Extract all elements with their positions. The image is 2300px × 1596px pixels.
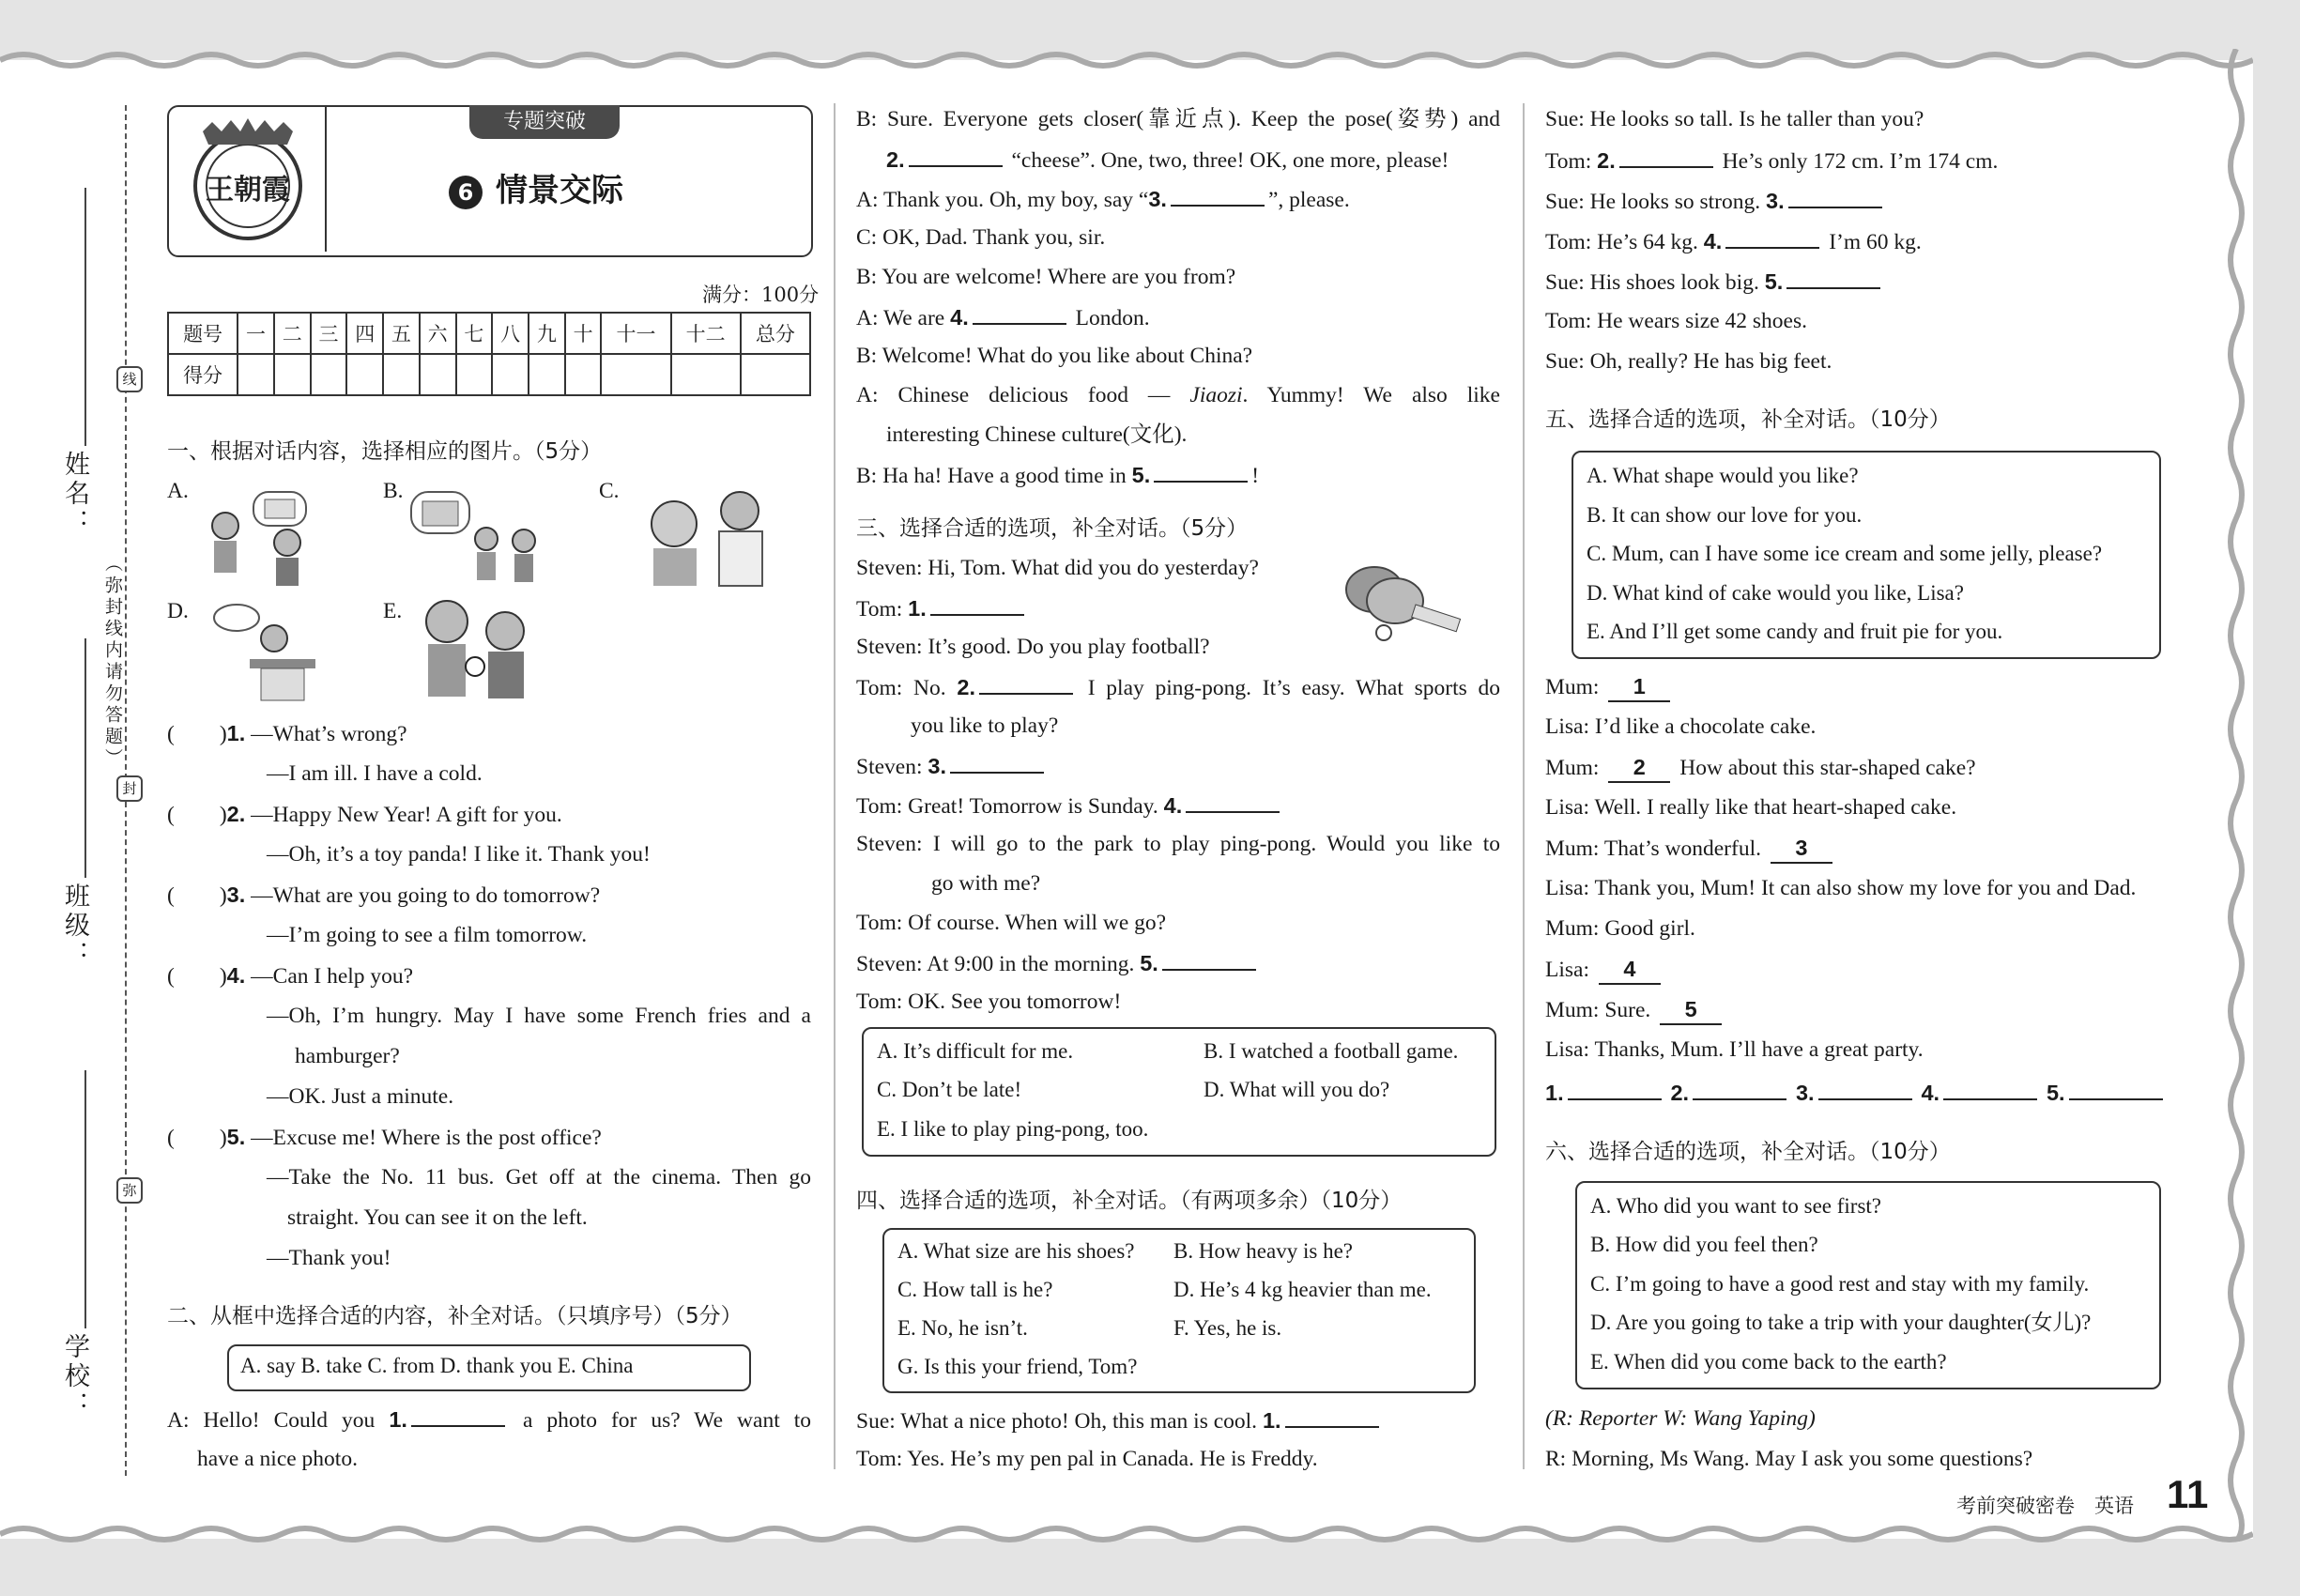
s5-answer-5[interactable]: 5 [1660, 995, 1722, 1025]
section2-options: A. say B. take C. from D. thank you E. China [240, 1354, 634, 1377]
picture-d-restaurant [208, 601, 340, 704]
s5-opt-d: D. What kind of cake would you like, Lisa? [1587, 581, 1964, 605]
s4-opt-f: F. Yes, he is. [1173, 1316, 1282, 1340]
class-line[interactable] [84, 638, 86, 878]
picture-c-doctor [635, 479, 775, 591]
score-table [167, 312, 811, 396]
ping-pong-paddles-image [1337, 563, 1468, 642]
score-header-label: 题号 [168, 313, 238, 354]
s5-final-blank-2[interactable] [1693, 1078, 1786, 1100]
s3-line-11: Steven: At 9:00 in the morning. 5. [856, 948, 1260, 978]
s2-line-9: B: Welcome! What do you like about China? [856, 344, 1253, 368]
school-field: 学校： [60, 1333, 89, 1420]
s2-line-3: B: Sure. Everyone gets closer(靠近点). Keep the pose(姿势) and [856, 107, 1500, 131]
s2-blank-5[interactable] [1154, 460, 1248, 483]
score-col-header: 十二 [671, 313, 741, 354]
s6-opt-d: D. Are you going to take a trip with your daughter(女儿)? [1590, 1311, 2092, 1334]
s5-line-6: Lisa: Thank you, Mum! It can also show my love for you and Dad. [1545, 876, 2137, 900]
score-cell[interactable] [601, 354, 670, 395]
s5-opt-c: C. Mum, can I have some ice cream and some jelly, please? [1587, 542, 2103, 565]
s3-line-2: Tom: 1. [856, 593, 1028, 623]
picture-b-cinema [406, 488, 556, 591]
pic-label-d: D. [167, 599, 189, 623]
q4-answer-line-3: —OK. Just a minute. [267, 1084, 454, 1109]
unit-title: 6 情景交际 [449, 164, 623, 210]
s3-opt-b: B. I watched a football game. [1204, 1039, 1459, 1063]
class-field: 班级： [60, 882, 89, 970]
s6-opt-c: C. I’m going to have a good rest and stay with my family. [1590, 1272, 2090, 1296]
s6-roles: (R: Reporter W: Wang Yaping) [1545, 1406, 1816, 1431]
score-cell[interactable] [492, 354, 529, 395]
q2-row: ( )2. —Happy New Year! A gift for you. [167, 802, 562, 827]
picture-a-shopping [197, 488, 329, 591]
s5-line-10: Lisa: Thanks, Mum. I’ll have a great party. [1545, 1037, 1924, 1062]
score-col-header: 五 [383, 313, 420, 354]
score-row-questions [168, 313, 810, 354]
s3-line-12: Tom: OK. See you tomorrow! [856, 990, 1122, 1014]
header-divider [325, 107, 327, 252]
binding-mark-seal: 封 [116, 775, 143, 802]
q5-answer-line-2: straight. You can see it on the left. [287, 1205, 588, 1230]
s5-final-blank-3[interactable] [1818, 1078, 1912, 1100]
s3-line-9: go with me? [931, 871, 1041, 896]
q5-answer-line: —Take the No. 11 bus. Get off at the cinema. Then go [267, 1165, 811, 1189]
q1-row: ( )1. —What’s wrong? [167, 721, 407, 746]
s2-line-1: A: Hello! Could you 1. a photo for us? We want to [167, 1404, 811, 1435]
s4-line-5: Sue: He looks so strong. 3. [1545, 186, 1886, 216]
s5-final-blank-1[interactable] [1568, 1078, 1662, 1100]
s3-line-10: Tom: Of course. When will we go? [856, 911, 1167, 935]
q4-row: ( )4. —Can I help you? [167, 963, 414, 989]
s4-line-4: Tom: 2. He’s only 172 cm. I’m 174 cm. [1545, 146, 1998, 176]
s4-line-3: Sue: He looks so tall. Is he taller than you? [1545, 107, 1924, 131]
score-col-header: 七 [456, 313, 493, 354]
s2-blank-1[interactable] [411, 1404, 505, 1427]
score-col-header: 九 [529, 313, 565, 354]
wavy-top-border [0, 49, 2253, 71]
score-col-header: 一 [238, 313, 274, 354]
s3-blank-5[interactable] [1162, 948, 1256, 971]
s2-line-5: A: Thank you. Oh, my boy, say “3. ”, please. [856, 184, 1350, 214]
s4-opt-b: B. How heavy is he? [1173, 1239, 1353, 1263]
unit-number-badge: 6 [449, 176, 483, 209]
binding-mark-mi: 弥 [116, 1177, 143, 1204]
s2-line-12: B: Ha ha! Have a good time in 5. ! [856, 460, 1259, 490]
score-col-header: 十 [565, 313, 602, 354]
s5-line-5: Mum: That’s wonderful. 3 [1545, 834, 1836, 864]
score-row-scores [168, 354, 810, 395]
s5-answer-row: 1. 2. 3. 4. 5. [1545, 1078, 2167, 1108]
s5-opt-e: E. And I’ll get some candy and fruit pie for you. [1587, 620, 2003, 643]
s5-answer-3[interactable]: 3 [1771, 834, 1832, 864]
s4-blank-3[interactable] [1788, 186, 1882, 208]
s5-line-7: Mum: Good girl. [1545, 916, 1695, 941]
column-separator-1 [834, 103, 836, 1469]
score-col-header: 八 [492, 313, 529, 354]
score-cell[interactable] [529, 354, 565, 395]
s3-opt-e: E. I like to play ping-pong, too. [877, 1117, 1149, 1141]
topic-tag: 专题突破 [469, 105, 620, 139]
score-col-header: 六 [420, 313, 456, 354]
pic-label-c: C. [599, 479, 620, 503]
s3-blank-2[interactable] [979, 672, 1073, 695]
pic-label-a: A. [167, 479, 189, 503]
s4-line-7: Sue: His shoes look big. 5. [1545, 267, 1884, 297]
school-line[interactable] [84, 1070, 86, 1328]
s5-opt-b: B. It can show our love for you. [1587, 503, 1863, 527]
s2-line-6: C: OK, Dad. Thank you, sir. [856, 225, 1106, 250]
s2-line-10: A: Chinese delicious food — Jiaozi. Yummy! We also like [856, 383, 1500, 407]
name-line[interactable] [84, 188, 86, 446]
score-col-header: 十一 [601, 313, 670, 354]
s5-opt-a: A. What shape would you like? [1587, 464, 1859, 487]
s3-opt-d: D. What will you do? [1204, 1078, 1390, 1101]
q4-answer-line-2: hamburger? [295, 1044, 400, 1068]
s4-blank-5[interactable] [1786, 267, 1880, 289]
s2-blank-4[interactable] [973, 302, 1066, 325]
s4-opt-c: C. How tall is he? [897, 1278, 1053, 1301]
s3-line-5: you like to play? [911, 714, 1059, 738]
publisher-logo [184, 113, 312, 244]
s4-blank-4[interactable] [1725, 226, 1819, 249]
s2-line-4: 2. “cheese”. One, two, three! OK, one more, please! [886, 145, 1449, 175]
s5-final-blank-4[interactable] [1943, 1078, 2037, 1100]
s2-line-8: A: We are 4. London. [856, 302, 1150, 332]
s3-blank-4[interactable] [1186, 790, 1280, 813]
score-cell[interactable] [383, 354, 420, 395]
s4-line-9: Sue: Oh, really? He has big feet. [1545, 349, 1832, 374]
s4-blank-1[interactable] [1285, 1405, 1379, 1428]
s5-answer-1[interactable]: 1 [1608, 672, 1670, 702]
binding-mark-line: 线 [116, 366, 143, 392]
q5-answer-line-3: —Thank you! [267, 1246, 391, 1270]
s2-blank-2[interactable] [909, 145, 1003, 167]
s3-line-1: Steven: Hi, Tom. What did you do yesterday? [856, 556, 1259, 580]
s4-opt-d: D. He’s 4 kg heavier than me. [1173, 1278, 1432, 1301]
score-cell[interactable] [671, 354, 741, 395]
binding-margin [0, 0, 160, 1596]
binding-note: （弥封线内请勿答题） [102, 554, 123, 770]
s4-line-2: Tom: Yes. He’s my pen pal in Canada. He is Freddy. [856, 1447, 1318, 1471]
s2-line-2: have a nice photo. [197, 1447, 358, 1471]
s4-blank-2[interactable] [1619, 146, 1713, 168]
s3-line-6: Steven: 3. [856, 751, 1048, 781]
q3-answer-line: —I’m going to see a film tomorrow. [267, 923, 588, 947]
s4-line-8: Tom: He wears size 42 shoes. [1545, 309, 1807, 333]
book-title: 考前突破密卷 英语 [1956, 1495, 2134, 1517]
s3-opt-c: C. Don’t be late! [877, 1078, 1022, 1101]
s3-blank-1[interactable] [930, 593, 1024, 616]
score-col-header: 四 [346, 313, 383, 354]
score-cell[interactable] [346, 354, 383, 395]
score-cell[interactable] [565, 354, 602, 395]
q3-row: ( )3. —What are you going to do tomorrow? [167, 882, 601, 908]
s5-line-3: Mum: 2 How about this star-shaped cake? [1545, 753, 1976, 783]
s4-opt-a: A. What size are his shoes? [897, 1239, 1135, 1263]
section6-title: 六、选择合适的选项，补全对话。（10分） [1545, 1140, 1951, 1164]
picture-e-gift [413, 593, 544, 706]
q2-answer-line: —Oh, it’s a toy panda! I like it. Thank you! [267, 842, 651, 867]
q4-answer-line: —Oh, I’m hungry. May I have some French fries and a [267, 1004, 811, 1028]
s6-opt-b: B. How did you feel then? [1590, 1233, 1818, 1256]
s3-blank-3[interactable] [950, 751, 1044, 774]
score-col-header: 二 [274, 313, 311, 354]
section4-title: 四、选择合适的选项，补全对话。（有两项多余）（10分） [856, 1189, 1403, 1213]
s2-line-11: interesting Chinese culture(文化). [886, 422, 1188, 447]
svg-text:王朝霞: 王朝霞 [206, 174, 290, 207]
name-field: 姓名： [60, 451, 89, 538]
s5-line-2: Lisa: I’d like a chocolate cake. [1545, 714, 1817, 739]
wavy-right-border [2225, 49, 2247, 1542]
s2-line-7: B: You are welcome! Where are you from? [856, 265, 1236, 289]
s3-line-7: Tom: Great! Tomorrow is Sunday. 4. [856, 790, 1283, 821]
score-cell[interactable] [741, 354, 810, 395]
s5-line-4: Lisa: Well. I really like that heart-shaped cake. [1545, 795, 1957, 820]
s5-final-blank-5[interactable] [2069, 1078, 2163, 1100]
s5-line-1: Mum: 1 [1545, 672, 1674, 702]
q1-answer-line: —I am ill. I have a cold. [267, 761, 483, 786]
q5-row: ( )5. —Excuse me! Where is the post office? [167, 1125, 602, 1150]
score-cell[interactable] [238, 354, 274, 395]
s5-answer-4[interactable]: 4 [1599, 955, 1661, 985]
s5-line-9: Mum: Sure. 5 [1545, 995, 1725, 1025]
score-row-label: 得分 [168, 354, 238, 395]
s4-line-6: Tom: He’s 64 kg. 4. I’m 60 kg. [1545, 226, 1922, 256]
section5-title: 五、选择合适的选项，补全对话。（10分） [1545, 407, 1951, 432]
score-cell[interactable] [456, 354, 493, 395]
s4-opt-e: E. No, he isn’t. [897, 1316, 1028, 1340]
column-separator-2 [1523, 103, 1525, 1469]
s3-line-8: Steven: I will go to the park to play ping-pong. Would you like to [856, 832, 1500, 856]
page-number: 11 [2167, 1472, 2209, 1516]
s4-line-1: Sue: What a nice photo! Oh, this man is cool. 1. [856, 1405, 1383, 1435]
full-mark: 满分：100分 [702, 284, 820, 306]
score-col-header: 三 [311, 313, 347, 354]
score-cell[interactable] [420, 354, 456, 395]
section1-title: 一、根据对话内容，选择相应的图片。（5分） [167, 439, 603, 464]
s4-opt-g: G. Is this your friend, Tom? [897, 1355, 1138, 1378]
score-cell[interactable] [274, 354, 311, 395]
score-col-header: 总分 [741, 313, 810, 354]
wavy-bottom-border [0, 1523, 2253, 1545]
s3-line-4: Tom: No. 2. I play ping-pong. It’s easy. What sports do [856, 672, 1500, 702]
s5-line-8: Lisa: 4 [1545, 955, 1664, 985]
s3-line-3: Steven: It’s good. Do you play football? [856, 635, 1210, 659]
section3-title: 三、选择合适的选项，补全对话。（5分） [856, 516, 1249, 541]
pic-label-e: E. [383, 599, 403, 623]
s6-opt-e: E. When did you come back to the earth? [1590, 1350, 1947, 1373]
s6-line-1: R: Morning, Ms Wang. May I ask you some questions? [1545, 1447, 2033, 1471]
score-cell[interactable] [311, 354, 347, 395]
s3-opt-a: A. It’s difficult for me. [877, 1039, 1074, 1063]
s2-blank-3[interactable] [1171, 184, 1265, 207]
section2-title: 二、从框中选择合适的内容，补全对话。（只填序号）（5分） [167, 1304, 743, 1328]
s5-answer-2[interactable]: 2 [1608, 753, 1670, 783]
pic-label-b: B. [383, 479, 404, 503]
s6-opt-a: A. Who did you want to see first? [1590, 1194, 1882, 1218]
